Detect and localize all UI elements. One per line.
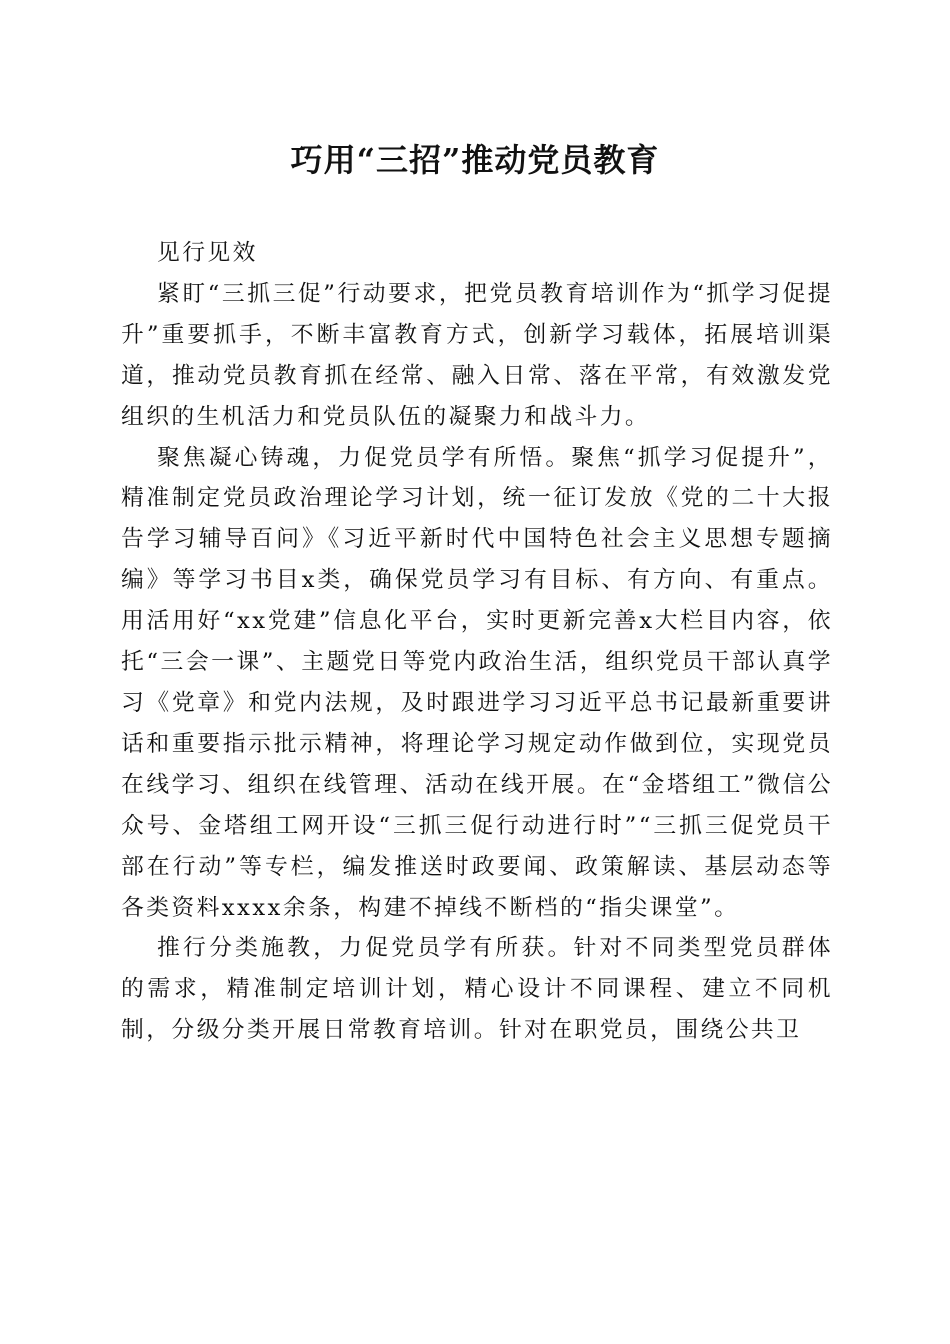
document-body xyxy=(121,233,833,1051)
paragraph-subtitle: 见行见效 xyxy=(157,240,258,266)
paragraph-section-2: 推行分类施教，力促党员学有所获。针对不同类型党员群体的需求，精准制定培训计划，精心设计不同课程、建立不同机制，分级分类开展日常教育培训。针对在职党员，围绕公共卫 xyxy=(121,935,833,1044)
paragraph-intro: 紧盯“三抓三促”行动要求，把党员教育培训作为“抓学习促提升”重要抓手，不断丰富教育方式，创新学习载体，拓展培训渠道，推动党员教育抓在经常、融入日常、落在平常，有效激发党组织的生机活力和党员队伍的凝聚力和战斗力。 xyxy=(121,280,833,430)
paragraph-section-1: 聚焦凝心铸魂，力促党员学有所悟。聚焦“抓学习促提升”，精准制定党员政治理论学习计划，统一征订发放《党的二十大报告学习辅导百问》《习近平新时代中国特色社会主义思想专题摘编》等学习书目x类，确保党员学习有目标、有方向、有重点。用活用好“xx党建”信息化平台，实时更新完善x大栏目内容，依托“三会一课”、主题党日等党内政治生活，组织党员干部认真学习《党章》和党内法规，及时跟进学习习近平总书记最新重要讲话和重要指示批示精神，将理论学习规定动作做到位，实现党员在线学习、组织在线管理、活动在线开展。在“金塔组工”微信公众号、金塔组工网开设“三抓三促行动进行时”“三抓三促党员干部在行动”等专栏，编发推送时政要闻、政策解读、基层动态等各类资料xxxx余条，构建不掉线不断档的“指尖课堂”。 xyxy=(121,444,833,921)
document-title: 巧用“三招”推动党员教育 xyxy=(290,141,660,179)
